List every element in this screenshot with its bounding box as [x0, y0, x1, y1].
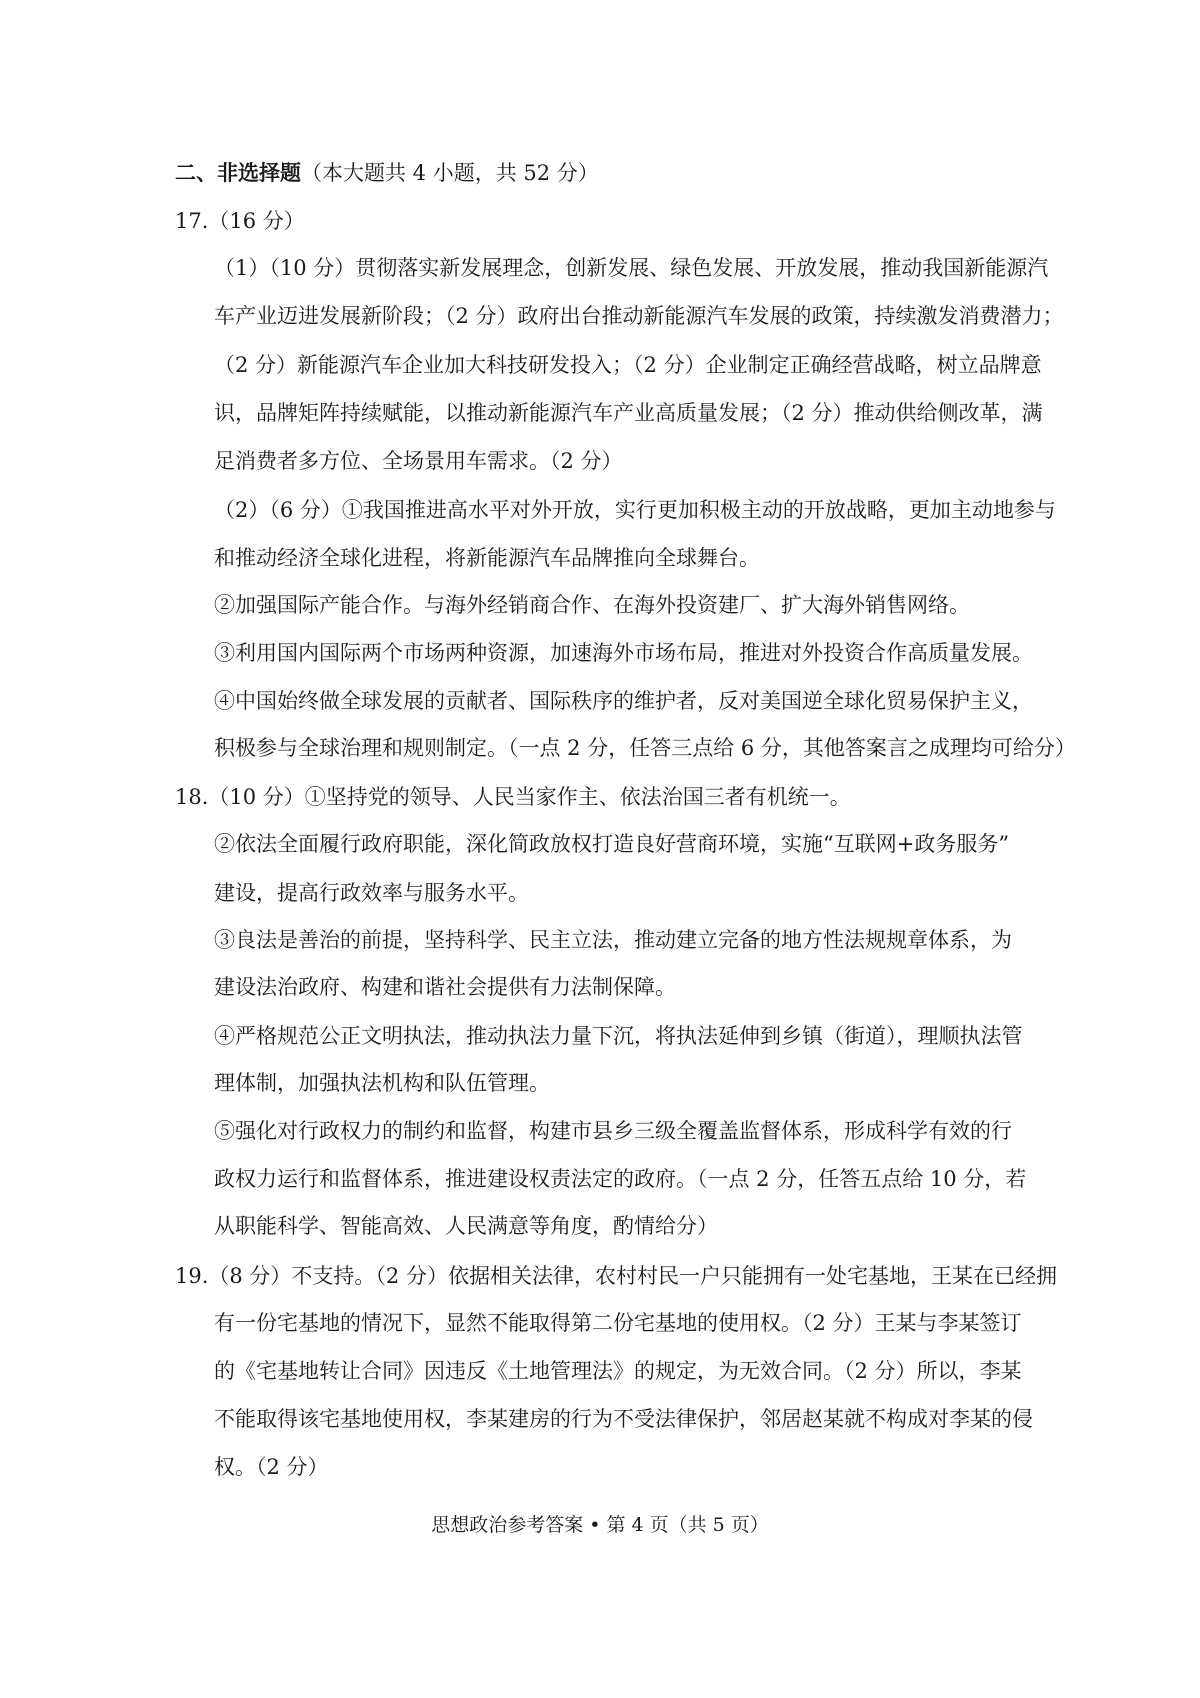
answer-line: 和推动经济全球化进程，将新能源汽车品牌推向全球舞台。: [214, 545, 760, 570]
section-label: 二、非选择题: [175, 160, 301, 185]
answer-line: ⑤强化对行政权力的制约和监督，构建市县乡三级全覆盖监督体系，形成科学有效的行: [214, 1119, 1012, 1144]
answer-line: ②依法全面履行政府职能，深化简政放权打造良好营商环境，实施“互联网+政务服务”: [214, 832, 1010, 857]
answer-line: 理体制，加强执法机构和队伍管理。: [214, 1071, 550, 1096]
answer-line: 19.（8 分）不支持。（2 分）依据相关法律，农村村民一户只能拥有一处宅基地，王某在已经拥: [175, 1263, 1057, 1288]
answer-line: 识，品牌矩阵持续赋能，以推动新能源汽车产业高质量发展；（2 分）推动供给侧改革，满: [214, 400, 1043, 425]
answer-line: 车产业迈进发展新阶段；（2 分）政府出台推动新能源汽车发展的政策，持续激发消费潜力；: [214, 304, 1064, 329]
answer-line: 不能取得该宅基地使用权，李某建房的行为不受法律保护，邻居赵某就不构成对李某的侵: [214, 1406, 1033, 1431]
page-footer: 思想政治参考答案 • 第 4 页（共 5 页）: [431, 1514, 769, 1536]
answer-line: ③良法是善治的前提，坚持科学、民主立法，推动建立完备的地方性法规规章体系，为: [214, 927, 1012, 952]
section-note: （本大题共 4 小题，共 52 分）: [301, 161, 599, 185]
answer-line: 有一份宅基地的情况下，显然不能取得第二份宅基地的使用权。（2 分）王某与李某签订: [214, 1310, 1022, 1335]
answer-line: 18.（10 分）①坚持党的领导、人民当家作主、依法治国三者有机统一。: [175, 784, 851, 809]
answer-line: （2 分）新能源汽车企业加大科技研发投入；（2 分）企业制定正确经营战略，树立品牌意: [214, 352, 1042, 377]
answer-line: 从职能科学、智能高效、人民满意等角度，酌情给分）: [214, 1214, 718, 1239]
answer-line: 积极参与全球治理和规则制定。（一点 2 分，任答三点给 6 分，其他答案言之成理均可给分）: [214, 736, 1076, 761]
answer-line: ③利用国内国际两个市场两种资源，加速海外市场布局，推进对外投资合作高质量发展。: [214, 640, 1033, 665]
answer-line: 建设法治政府、构建和谐社会提供有力法制保障。: [214, 975, 676, 1000]
answer-line: ②加强国际产能合作。与海外经销商合作、在海外投资建厂、扩大海外销售网络。: [214, 593, 970, 618]
answer-line: 17.（16 分）: [175, 209, 305, 234]
answer-line: 建设，提高行政效率与服务水平。: [214, 880, 529, 905]
answer-line: 政权力运行和监督体系，推进建设权责法定的政府。（一点 2 分，任答五点给 10 分，若: [214, 1166, 1027, 1191]
answer-line: （2）（6 分）①我国推进高水平对外开放，实行更加积极主动的开放战略，更加主动地参与: [214, 497, 1056, 522]
answer-line: （1）（10 分）贯彻落实新发展理念，创新发展、绿色发展、开放发展，推动我国新能源汽: [214, 255, 1049, 280]
answer-line: 的《宅基地转让合同》因违反《土地管理法》的规定，为无效合同。（2 分）所以，李某: [214, 1359, 1022, 1384]
answer-line: ④严格规范公正文明执法，推动执法力量下沉，将执法延伸到乡镇（街道），理顺执法管: [214, 1023, 1023, 1048]
answer-line: 权。（2 分）: [214, 1455, 329, 1479]
section-heading: [175, 158, 599, 188]
answer-line: ④中国始终做全球发展的贡献者、国际秩序的维护者，反对美国逆全球化贸易保护主义，: [214, 689, 1033, 713]
answer-line: 足消费者多方位、全场景用车需求。（2 分）: [214, 449, 623, 474]
